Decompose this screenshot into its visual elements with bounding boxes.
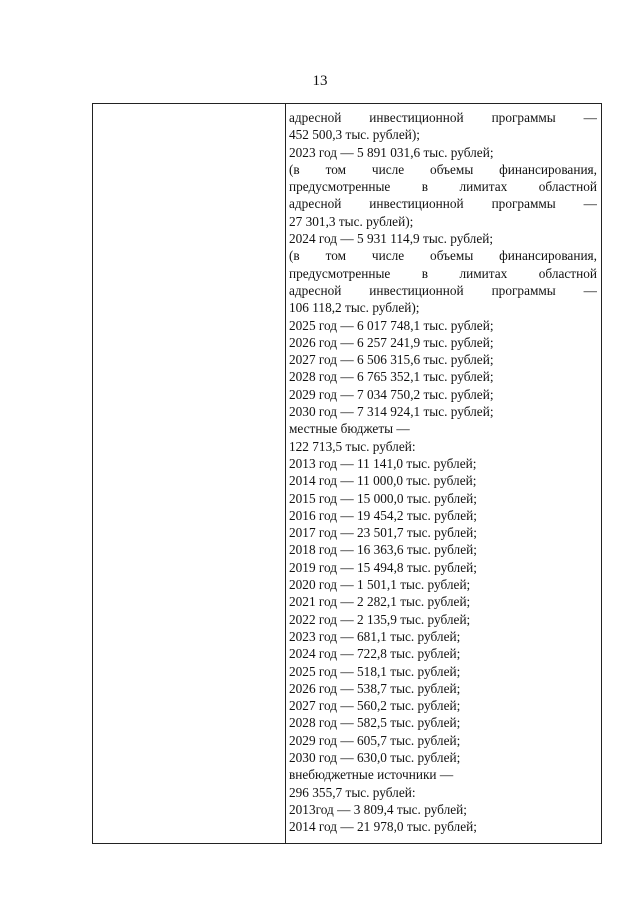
text-word: в [421, 179, 429, 195]
page-number: 13 [312, 73, 328, 89]
text-word: предусмотренные [289, 179, 391, 195]
text-line: 2030 год — 7 314 924,1 тыс. рублей; [289, 404, 494, 420]
text-word: том [325, 248, 347, 264]
text-word: объемы [430, 161, 474, 177]
text-line: 2017 год — 23 501,7 тыс. рублей; [289, 525, 477, 541]
text-line: 27 301,3 тыс. рублей); [289, 213, 414, 229]
text-word: лимитах [459, 265, 508, 281]
text-line: 2022 год — 2 135,9 тыс. рублей; [289, 611, 471, 627]
text-line: 2025 год — 6 017 748,1 тыс. рублей; [289, 317, 494, 333]
text-line: 106 118,2 тыс. рублей); [289, 300, 420, 316]
justified-text-line [289, 195, 597, 212]
text-word: — [583, 282, 597, 298]
text-line: 2027 год — 6 506 315,6 тыс. рублей; [289, 352, 494, 368]
text-line: 2020 год — 1 501,1 тыс. рублей; [289, 577, 471, 593]
text-line: 2016 год — 19 454,2 тыс. рублей; [289, 507, 477, 523]
text-word: адресной [289, 282, 342, 298]
text-word: (в [289, 161, 300, 177]
text-line: 2018 год — 16 363,6 тыс. рублей; [289, 542, 477, 558]
text-word: адресной [289, 196, 342, 212]
text-line: 296 355,7 тыс. рублей: [289, 784, 416, 800]
justified-text-line [289, 161, 597, 178]
text-line: 2014 год — 11 000,0 тыс. рублей; [289, 473, 477, 489]
text-word: инвестиционной [369, 196, 464, 212]
text-word: том [325, 161, 347, 177]
text-word: объемы [430, 248, 474, 264]
text-word: финансирования, [499, 248, 597, 264]
text-line: 2023 год — 681,1 тыс. рублей; [289, 628, 461, 644]
text-line: 2027 год — 560,2 тыс. рублей; [289, 698, 461, 714]
text-word: предусмотренные [289, 265, 391, 281]
text-word: в [421, 265, 429, 281]
text-line: 452 500,3 тыс. рублей); [289, 127, 420, 143]
text-word: (в [289, 248, 300, 264]
text-word: адресной [289, 110, 342, 125]
text-line: 2019 год — 15 494,8 тыс. рублей; [289, 559, 477, 575]
text-line: внебюджетные источники — [289, 767, 454, 783]
text-line: 2029 год — 7 034 750,2 тыс. рублей; [289, 386, 494, 402]
text-line: 2028 год — 582,5 тыс. рублей; [289, 715, 461, 731]
text-word: областной [538, 265, 597, 281]
text-word: — [583, 196, 597, 212]
financing-text-cell [289, 109, 597, 835]
text-word: областной [538, 179, 597, 195]
text-line: 2013 год — 11 141,0 тыс. рублей; [289, 455, 477, 471]
text-line: 2028 год — 6 765 352,1 тыс. рублей; [289, 369, 494, 385]
text-line: 2030 год — 630,0 тыс. рублей; [289, 749, 461, 765]
text-line: 2023 год — 5 891 031,6 тыс. рублей; [289, 144, 494, 160]
text-word: — [583, 110, 597, 125]
text-line: местные бюджеты — [289, 421, 410, 437]
text-line: 2013год — 3 809,4 тыс. рублей; [289, 801, 467, 817]
text-line: 2014 год — 21 978,0 тыс. рублей; [289, 819, 477, 835]
text-line: 2029 год — 605,7 тыс. рублей; [289, 732, 461, 748]
text-line: 2025 год — 518,1 тыс. рублей; [289, 663, 461, 679]
justified-text-line [289, 282, 597, 299]
justified-text-line [289, 265, 597, 282]
justified-text-line [289, 178, 597, 195]
financing-table [92, 103, 602, 844]
text-word: инвестиционной [369, 282, 464, 298]
text-line: 2024 год — 5 931 114,9 тыс. рублей; [289, 231, 494, 247]
text-word: программы [491, 110, 556, 125]
text-line: 2026 год — 538,7 тыс. рублей; [289, 680, 461, 696]
column-divider [285, 104, 286, 843]
text-word: финансирования, [499, 161, 597, 177]
text-line: 2021 год — 2 282,1 тыс. рублей; [289, 594, 471, 610]
text-word: числе [371, 248, 405, 264]
text-line: 2026 год — 6 257 241,9 тыс. рублей; [289, 334, 494, 350]
text-word: числе [371, 161, 405, 177]
text-word: программы [491, 196, 556, 212]
justified-text-line [289, 247, 597, 264]
text-word: инвестиционной [369, 110, 464, 125]
text-word: лимитах [459, 179, 508, 195]
text-line: 122 713,5 тыс. рублей: [289, 438, 416, 454]
text-line: 2024 год — 722,8 тыс. рублей; [289, 646, 461, 662]
text-line: 2015 год — 15 000,0 тыс. рублей; [289, 490, 477, 506]
text-word: программы [491, 282, 556, 298]
justified-text-line [289, 109, 597, 126]
